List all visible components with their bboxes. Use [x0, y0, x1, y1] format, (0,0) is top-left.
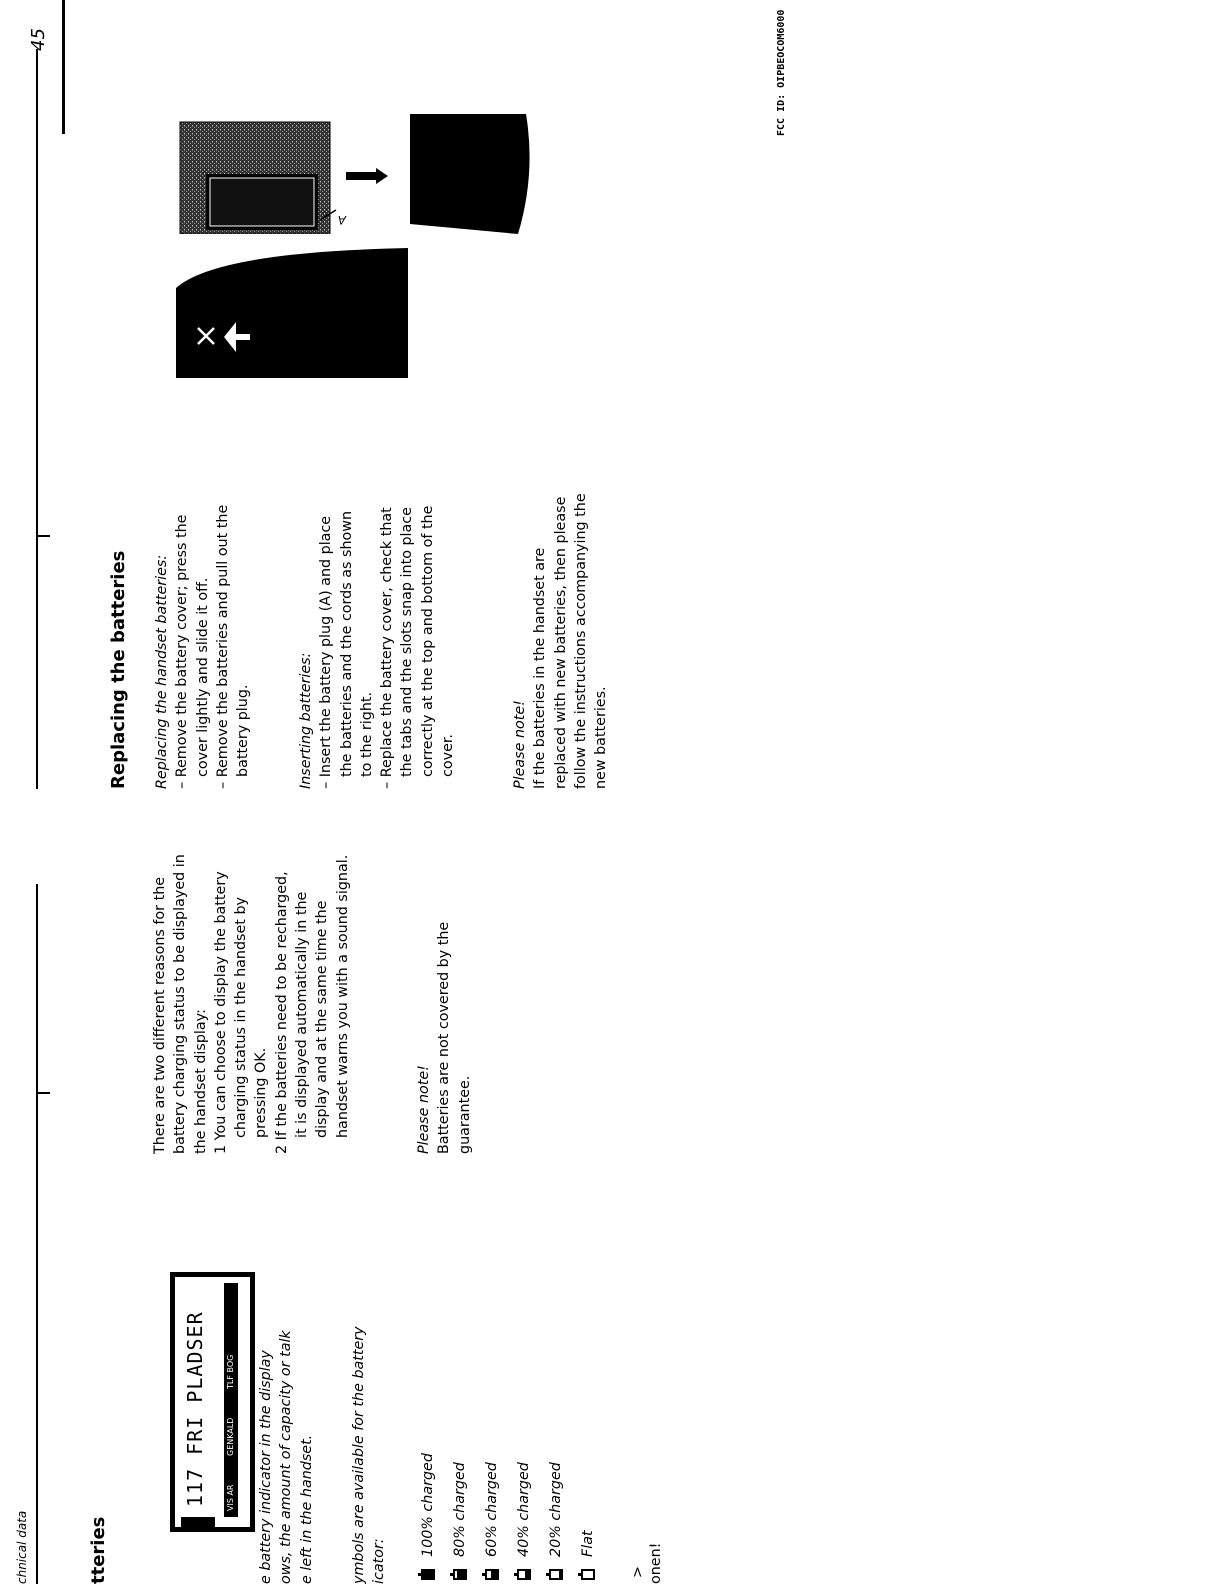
- battery-60-icon: [485, 1569, 499, 1580]
- header-rule-thick: [62, 0, 65, 134]
- middle-line: it is displayed automatically in the: [294, 891, 311, 1138]
- middle-line: pressing OK.: [253, 1047, 270, 1138]
- inserting-section: [296, 506, 458, 789]
- inserting-title: Inserting batteries:: [298, 652, 314, 789]
- fcc-id: FCC ID: OIPBEOCOM6000: [776, 9, 787, 136]
- middle-text: [150, 854, 353, 1154]
- middle-line: charging status in the handset by: [233, 897, 250, 1138]
- right-note-line: replaced with new batteries, then please: [552, 496, 569, 789]
- symbols-intro: [349, 1326, 390, 1584]
- battery-level-label: 20% charged: [548, 1462, 564, 1557]
- middle-line: handset warns you with a sound signal.: [334, 854, 351, 1138]
- inserting-line: cover.: [440, 734, 457, 777]
- battery-cover-illustration: [176, 248, 408, 378]
- battery-level-list: [412, 1453, 604, 1580]
- battery-level-label: Flat: [580, 1530, 596, 1557]
- header-tick-left: [36, 1092, 50, 1094]
- battery-80-icon: [453, 1569, 467, 1580]
- replacing-line: cover lightly and slide it off.: [194, 577, 211, 777]
- inserting-line: correctly at the top and bottom of the: [419, 505, 436, 777]
- bottom-fragment: onen!: [648, 1542, 664, 1584]
- battery-level-label: 40% charged: [516, 1462, 532, 1557]
- insert-arrow-icon: [346, 168, 388, 184]
- symbols-intro-line: ymbols are available for the battery: [351, 1326, 367, 1584]
- left-intro-line: e battery indicator in the display: [258, 1350, 274, 1584]
- left-heading: tteries: [88, 1516, 109, 1584]
- middle-note-line: Batteries are not covered by the: [436, 921, 453, 1154]
- replacing-line: – Remove the batteries and pull out the: [214, 504, 231, 789]
- plug-label: A: [337, 213, 346, 227]
- replacing-title: Replacing the handset batteries:: [154, 554, 170, 789]
- inserting-line: to the right.: [358, 691, 375, 777]
- right-note: [510, 493, 611, 789]
- replacing-line: – Remove the battery cover; press the: [174, 514, 191, 789]
- softkey-2: GENKALD: [226, 1417, 235, 1456]
- middle-line: 1 You can choose to display the battery: [212, 871, 229, 1154]
- lcd-display: [170, 1272, 255, 1532]
- cover-removal-diagram: [176, 248, 408, 378]
- inserting-line: – Replace the battery cover, check that: [379, 507, 396, 789]
- header-rule-right: [36, 49, 38, 789]
- header-tick-right: [36, 535, 50, 537]
- softkey-1: VIS AR: [226, 1484, 235, 1511]
- lcd-cursor: [181, 1517, 215, 1527]
- symbols-intro-line: icator:: [371, 1538, 388, 1584]
- replacing-section: [152, 505, 253, 789]
- replacing-line: battery plug.: [235, 684, 252, 777]
- right-note-line: If the batteries in the handset are: [532, 547, 549, 789]
- inserting-line: the batteries and the cords as shown: [338, 510, 355, 777]
- inserting-line: – Insert the battery plug (A) and place: [318, 515, 335, 789]
- softkey-3: TLF BOG: [226, 1354, 235, 1389]
- left-intro: [256, 1330, 317, 1584]
- header-rule-left: [36, 884, 38, 1584]
- middle-line: display and at the same time the: [314, 900, 331, 1138]
- section-title: chnical data: [15, 1510, 29, 1584]
- right-heading: Replacing the batteries: [108, 550, 129, 789]
- battery-empty-icon: [581, 1569, 595, 1580]
- lcd-softkeys: [224, 1283, 238, 1517]
- middle-note-line: guarantee.: [456, 1075, 473, 1154]
- battery-level-80: [444, 1453, 476, 1580]
- left-intro-line: ows, the amount of capacity or talk: [278, 1330, 295, 1584]
- middle-line: battery charging status to be displayed in: [172, 854, 189, 1154]
- battery-level-label: 80% charged: [452, 1462, 468, 1557]
- battery-20-icon: [549, 1569, 563, 1580]
- battery-level-label: 60% charged: [484, 1462, 500, 1557]
- battery-level-40: [508, 1453, 540, 1580]
- battery-full-icon: [421, 1569, 435, 1580]
- right-note-line: follow the instructions accompanying the: [572, 493, 589, 789]
- battery-level-60: [476, 1453, 508, 1580]
- battery-40-icon: [517, 1569, 531, 1580]
- battery-level-100: [412, 1453, 444, 1580]
- middle-note: [414, 922, 475, 1154]
- inserting-line: the tabs and the slots snap into place: [399, 507, 416, 777]
- battery-insert-diagram: [176, 104, 536, 234]
- middle-line: There are two different reasons for the: [152, 876, 168, 1154]
- middle-line: 2 If the batteries need to be recharged,: [273, 871, 290, 1154]
- right-note-line: new batteries.: [593, 686, 610, 789]
- right-note-title: Please note!: [512, 700, 528, 789]
- battery-level-flat: [572, 1453, 604, 1580]
- lcd-line: 117 FRI PLADSER: [183, 1311, 207, 1507]
- middle-line: the handset display:: [192, 1009, 209, 1154]
- middle-note-title: Please note!: [416, 1065, 432, 1154]
- page-number: 45: [28, 28, 49, 51]
- battery-level-label: 100% charged: [420, 1453, 436, 1557]
- battery-level-20: [540, 1453, 572, 1580]
- bottom-fragment: >: [630, 1566, 646, 1578]
- battery-pack-illustration: [176, 104, 536, 234]
- left-intro-line: e left in the handset.: [298, 1434, 315, 1584]
